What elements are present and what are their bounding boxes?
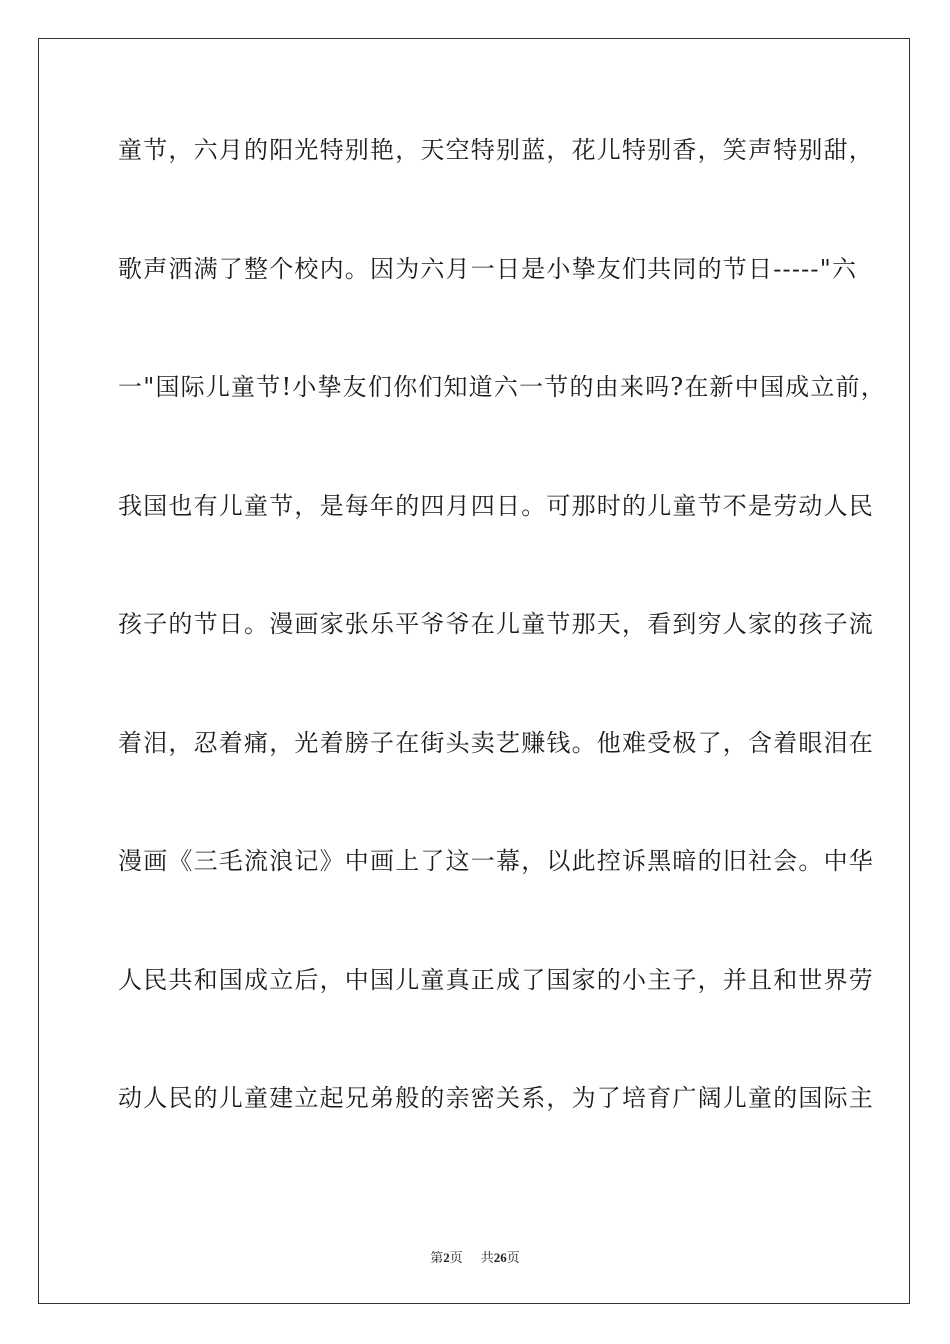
- text-line: 童节，六月的阳光特别艳，天空特别蓝，花儿特别香，笑声特别甜，: [118, 136, 874, 164]
- document-body: [118, 120, 886, 1187]
- total-suffix: 页: [506, 1251, 520, 1266]
- text-line: 我国也有儿童节，是每年的四月四日。可那时的儿童节不是劳动人民: [118, 491, 874, 520]
- text-line: 着泪，忍着痛，光着膀子在街头卖艺赚钱。他难受极了，含着眼泪在: [118, 728, 874, 757]
- page-suffix: 页: [449, 1251, 463, 1266]
- text-line: 歌声洒满了整个校内。因为六月一日是小挚友们共同的节日-----"六: [118, 254, 858, 283]
- text-line: 漫画《三毛流浪记》中画上了这一幕，以此控诉黑暗的旧社会。中华: [118, 847, 874, 875]
- page-prefix: 第: [430, 1251, 444, 1266]
- text-line: 动人民的儿童建立起兄弟般的亲密关系，为了培育广阔儿童的国际主: [118, 1084, 874, 1112]
- total-pages: 26: [493, 1250, 507, 1265]
- page-number: 2: [443, 1250, 450, 1265]
- text-line: 一"国际儿童节!小挚友们你们知道六一节的由来吗?在新中国成立前，: [118, 373, 886, 401]
- page-footer: [0, 1247, 950, 1266]
- text-line: 人民共和国成立后，中国儿童真正成了国家的小主子，并且和世界劳: [118, 965, 874, 994]
- total-prefix: 共: [480, 1251, 494, 1266]
- text-line: 孩子的节日。漫画家张乐平爷爷在儿童节那天，看到穷人家的孩子流: [118, 610, 874, 638]
